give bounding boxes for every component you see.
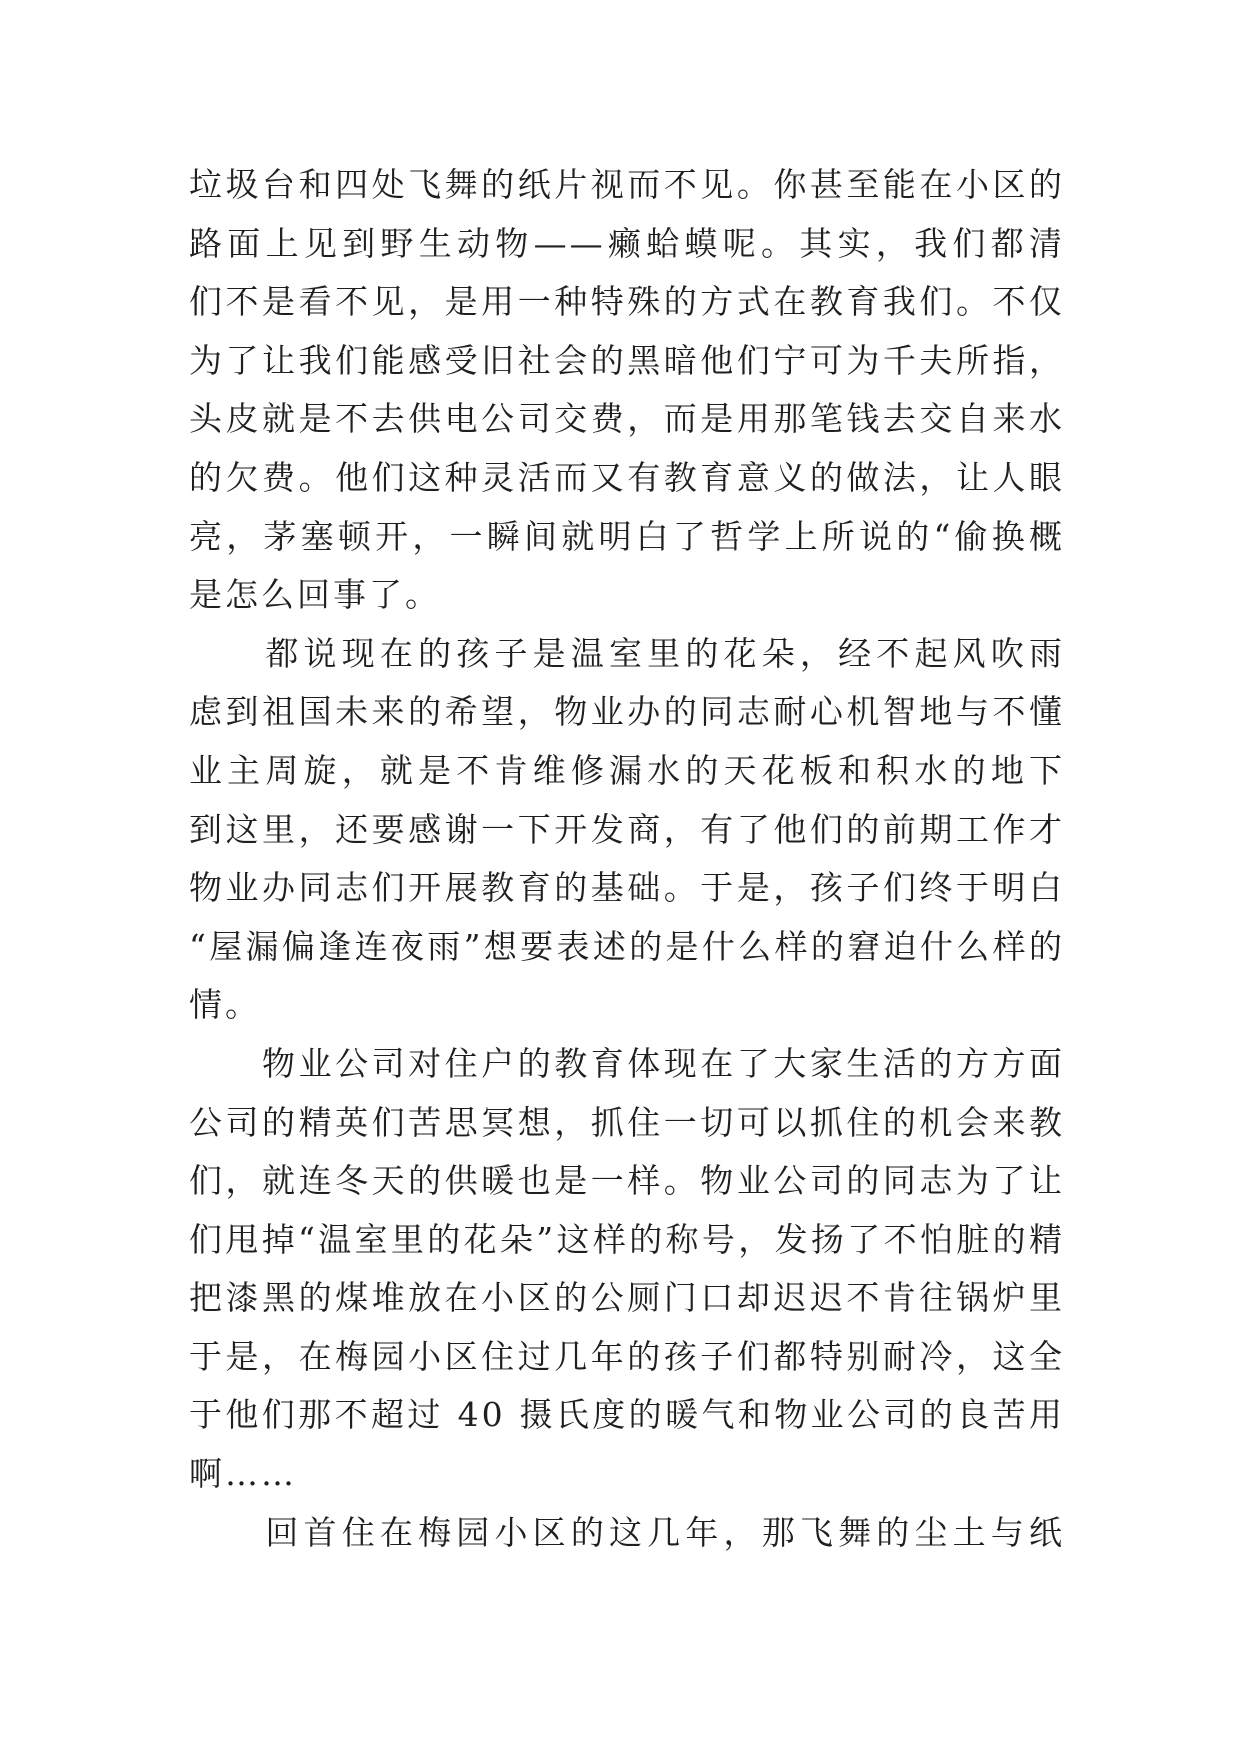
text-line: 亮，茅塞顿开，一瞬间就明白了哲学上所说的“偷换概 [189, 516, 1065, 556]
text-line: 于他们那不超过 40 摄氏度的暖气和物业公司的良苦用 [189, 1395, 1065, 1435]
body-text [189, 156, 1065, 1562]
text-line: 为了让我们能感受旧社会的黑暗他们宁可为千夫所指， [189, 340, 1065, 380]
text-line: “屋漏偏逢连夜雨”想要表述的是什么样的窘迫什么样的 [189, 926, 1065, 966]
text-line: 们不是看不见，是用一种特殊的方式在教育我们。不仅 [189, 282, 1065, 322]
text-line: 物业办同志们开展教育的基础。于是，孩子们终于明白 [189, 868, 1065, 908]
text-line: 们，就连冬天的供暖也是一样。物业公司的同志为了让 [189, 1161, 1065, 1201]
text-line: 路面上见到野生动物——癞蛤蟆呢。其实，我们都清 [189, 223, 1065, 263]
text-line: 情。 [189, 985, 261, 1025]
text-line: 于是，在梅园小区住过几年的孩子们都特别耐冷，这全 [189, 1336, 1065, 1376]
text-line: 啊…… [189, 1454, 297, 1494]
text-line: 业主周旋，就是不肯维修漏水的天花板和积水的地下 [189, 750, 1065, 790]
text-line: 虑到祖国未来的希望，物业办的同志耐心机智地与不懂 [189, 692, 1065, 732]
text-line: 把漆黑的煤堆放在小区的公厕门口却迟迟不肯往锅炉里 [189, 1278, 1065, 1318]
text-line: 头皮就是不去供电公司交费，而是用那笔钱去交自来水 [189, 399, 1065, 439]
text-line: 物业公司对住户的教育体现在了大家生活的方方面 [262, 1043, 1065, 1083]
text-line: 是怎么回事了。 [189, 575, 441, 615]
text-line: 公司的精英们苦思冥想，抓住一切可以抓住的机会来教 [189, 1102, 1065, 1142]
text-line: 们甩掉“温室里的花朵”这样的称号，发扬了不怕脏的精 [189, 1219, 1065, 1259]
text-line: 回首住在梅园小区的这几年，那飞舞的尘土与纸 [265, 1512, 1065, 1552]
text-line: 都说现在的孩子是温室里的花朵，经不起风吹雨 [265, 633, 1065, 673]
text-line: 垃圾台和四处飞舞的纸片视而不见。你甚至能在小区的 [189, 165, 1065, 204]
text-line: 的欠费。他们这种灵活而又有教育意义的做法，让人眼 [189, 457, 1065, 497]
text-line: 到这里，还要感谢一下开发商，有了他们的前期工作才 [189, 809, 1065, 849]
